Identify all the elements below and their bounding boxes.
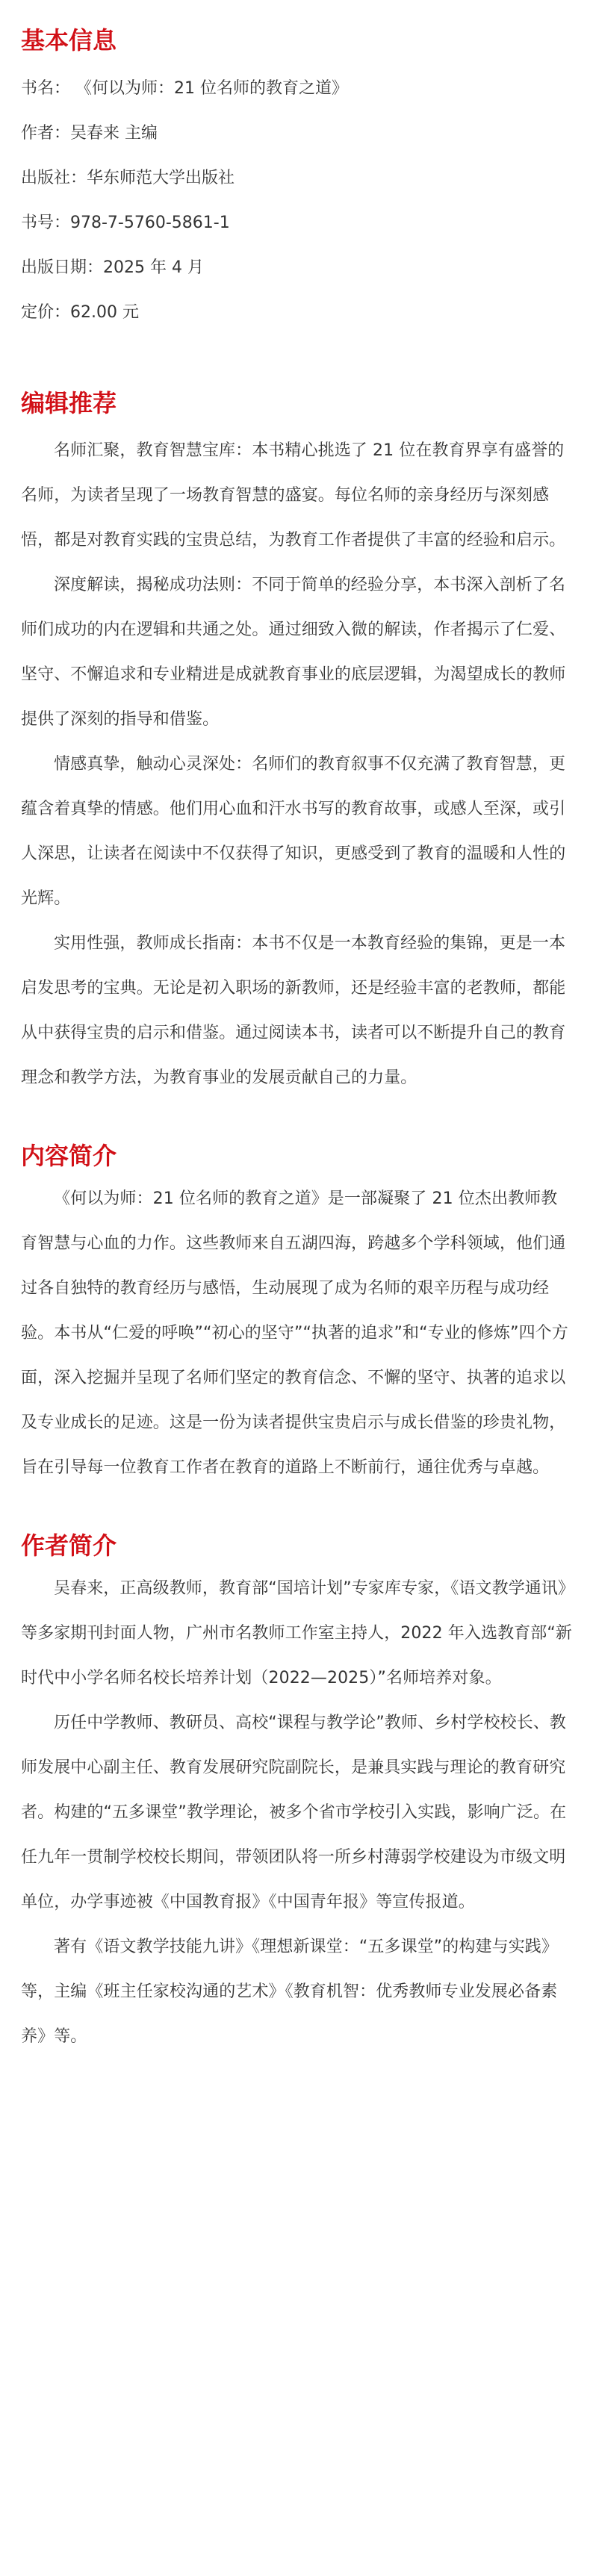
editor-recommendation-paragraph-3: 情感真挚，触动心灵深处：名师们的教育叙事不仅充满了教育智慧，更蕴含着真挚的情感。他们用心血和汗水书写的教育故事，或感人至深，或引人深思，让读者在阅读中不仅获得了知识，更感受到了教育的温暖和人性的光辉。 xyxy=(21,755,566,908)
section-title-content-summary: 内容简介 xyxy=(21,1142,117,1170)
info-line-author: 作者：吴春来 主编 xyxy=(21,124,158,143)
author-intro-paragraph-1: 吴春来，正高级教师，教育部“国培计划”专家库专家，《语文教学通讯》等多家期刊封面人物，广州市名教师工作室主持人，2022 年入选教育部“新时代中小学名师名校长培养计划（2022—2025）”名师培养对象。 xyxy=(21,1579,572,1687)
section-title-basic-info: 基本信息 xyxy=(21,26,117,55)
author-intro-paragraph-3: 著有《语文教学技能九讲》《理想新课堂：“五多课堂”的构建与实践》等，主编《班主任家校沟通的艺术》《教育机智：优秀教师专业发展必备素养》等。 xyxy=(21,1938,558,2046)
editor-recommendation-paragraph-2: 深度解读，揭秘成功法则：不同于简单的经验分享，本书深入剖析了名师们成功的内在逻辑和共通之处。通过细致入微的解读，作者揭示了仁爱、坚守、不懈追求和专业精进是成就教育事业的底层逻辑，为渴望成长的教师提供了深刻的指导和借鉴。 xyxy=(21,576,566,729)
info-line-price: 定价：62.00 元 xyxy=(21,303,139,322)
author-intro-section xyxy=(21,1531,572,2059)
basic-info-list xyxy=(21,81,572,321)
info-line-publisher: 出版社：华东师范大学出版社 xyxy=(21,169,235,187)
content-summary-section xyxy=(21,1144,572,1490)
editor-recommendation-section xyxy=(21,391,572,1101)
info-line-book-title: 书名： 《何以为师：21 位名师的教育之道》 xyxy=(21,79,348,98)
editor-recommendation-paragraph-1: 名师汇聚，教育智慧宝库：本书精心挑选了 21 位在教育界享有盛誉的名师，为读者呈现了一场教育智慧的盛宴。每位名师的亲身经历与深刻感悟，都是对教育实践的宝贵总结，为教育工作者提供了丰富的经验和启示。 xyxy=(21,441,566,550)
author-intro-paragraph-2: 历任中学教师、教研员、高校“课程与教学论”教师、乡村学校校长、教师发展中心副主任、教育发展研究院副院长，是兼具实践与理论的教育研究者。构建的“五多课堂”教学理论，被多个省市学校引入实践，影响广泛。在任九年一贯制学校校长期间，带领团队将一所乡村薄弱学校建设为市级文明单位，办学事迹被《中国教育报》《中国青年报》等宣传报道。 xyxy=(21,1714,567,1911)
info-line-publish-date: 出版日期：2025 年 4 月 xyxy=(21,258,204,277)
basic-info-section xyxy=(21,0,572,321)
section-title-editor-recommendation: 编辑推荐 xyxy=(21,389,117,417)
editor-recommendation-paragraph-4: 实用性强，教师成长指南：本书不仅是一本教育经验的集锦，更是一本启发思考的宝典。无论是初入职场的新教师，还是经验丰富的老教师，都能从中获得宝贵的启示和借鉴。通过阅读本书，读者可以不断提升自己的教育理念和教学方法，为教育事业的发展贡献自己的力量。 xyxy=(21,934,566,1087)
section-title-author-intro: 作者简介 xyxy=(21,1531,117,1560)
info-line-isbn: 书号：978-7-5760-5861-1 xyxy=(21,214,230,232)
content-summary-paragraph-1: 《何以为师：21 位名师的教育之道》是一部凝聚了 21 位杰出教师教育智慧与心血的力作。这些教师来自五湖四海，跨越多个学科领域，他们通过各自独特的教育经历与感悟，生动展现了成为名师的艰辛历程与成功经验。本书从“仁爱的呼唤”“初心的坚守”“执著的追求”和“专业的修炼”四个方面，深入挖掘并呈现了名师们坚定的教育信念、不懈的坚守、执著的追求以及专业成长的足迹。这是一份为读者提供宝贵启示与成长借鉴的珍贵礼物，旨在引导每一位教育工作者在教育的道路上不断前行，通往优秀与卓越。 xyxy=(21,1189,568,1477)
